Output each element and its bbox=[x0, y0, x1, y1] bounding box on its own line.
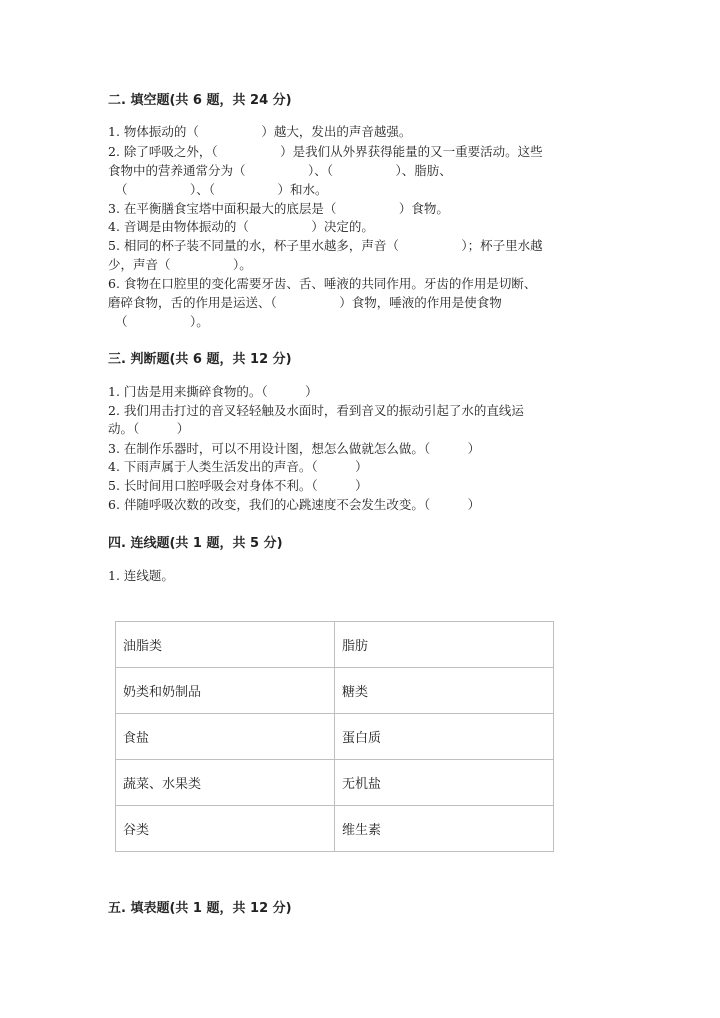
section-2-line-8: 少，声音（ ）。 bbox=[108, 257, 252, 272]
section-3-line-5: 4. 下雨声属于人类生活发出的声音。（ ） bbox=[108, 459, 368, 474]
table-cell-right: 糖类 bbox=[335, 668, 554, 714]
section-2-line-4: （ ）、（ ）和水。 bbox=[115, 182, 328, 197]
section-2-line-9: 6. 食物在口腔里的变化需要牙齿、舌、唾液的共同作用。牙齿的作用是切断、 bbox=[108, 276, 537, 291]
table-row bbox=[116, 760, 554, 806]
section-3-line-7: 6. 伴随呼吸次数的改变，我们的心跳速度不会发生改变。（ ） bbox=[108, 497, 481, 512]
table-cell-left: 奶类和奶制品 bbox=[116, 668, 335, 714]
section-4-question: 1. 连线题。 bbox=[108, 568, 174, 583]
section-3-line-6: 5. 长时间用口腔呼吸会对身体不利。（ ） bbox=[108, 478, 368, 493]
section-2-line-5: 3. 在平衡膳食宝塔中面积最大的底层是（ ）食物。 bbox=[108, 201, 449, 216]
table-cell-left: 蔬菜、水果类 bbox=[116, 760, 335, 806]
table-cell-right: 维生素 bbox=[335, 806, 554, 852]
section-2-line-11: （ ）。 bbox=[115, 314, 209, 329]
section-5-heading: 五. 填表题(共 1 题，共 12 分) bbox=[108, 901, 292, 916]
table-cell-left: 油脂类 bbox=[116, 622, 335, 668]
table-row bbox=[116, 714, 554, 760]
table-row bbox=[116, 622, 554, 668]
section-2-line-2: 2. 除了呼吸之外，（ ）是我们从外界获得能量的又一重要活动。这些 bbox=[108, 144, 543, 159]
table-row bbox=[116, 668, 554, 714]
section-3-line-2: 2. 我们用击打过的音叉轻轻触及水面时，看到音叉的振动引起了水的直线运 bbox=[108, 403, 524, 418]
table-cell-right: 蛋白质 bbox=[335, 714, 554, 760]
section-3-heading: 三. 判断题(共 6 题，共 12 分) bbox=[108, 352, 292, 367]
section-2-heading: 二. 填空题(共 6 题，共 24 分) bbox=[108, 93, 292, 108]
section-3-line-1: 1. 门齿是用来撕碎食物的。（ ） bbox=[108, 384, 318, 399]
table-cell-right: 无机盐 bbox=[335, 760, 554, 806]
matching-table bbox=[115, 621, 554, 852]
section-2-line-3: 食物中的营养通常分为（ ）、（ ）、脂肪、 bbox=[108, 163, 452, 178]
section-3-line-4: 3. 在制作乐器时，可以不用设计图，想怎么做就怎么做。（ ） bbox=[108, 441, 481, 456]
section-2-line-7: 5. 相同的杯子装不同量的水，杯子里水越多，声音（ ）；杯子里水越 bbox=[108, 238, 543, 253]
section-2-line-10: 磨碎食物，舌的作用是运送、（ ）食物，唾液的作用是使食物 bbox=[108, 295, 502, 310]
section-3-line-3: 动。（ ） bbox=[108, 421, 190, 436]
table-cell-left: 谷类 bbox=[116, 806, 335, 852]
section-4-heading: 四. 连线题(共 1 题，共 5 分) bbox=[108, 536, 283, 551]
section-2-line-6: 4. 音调是由物体振动的（ ）决定的。 bbox=[108, 219, 374, 234]
table-row bbox=[116, 806, 554, 852]
table-cell-left: 食盐 bbox=[116, 714, 335, 760]
table-cell-right: 脂肪 bbox=[335, 622, 554, 668]
section-2-line-1: 1. 物体振动的（ ）越大，发出的声音越强。 bbox=[108, 124, 412, 139]
